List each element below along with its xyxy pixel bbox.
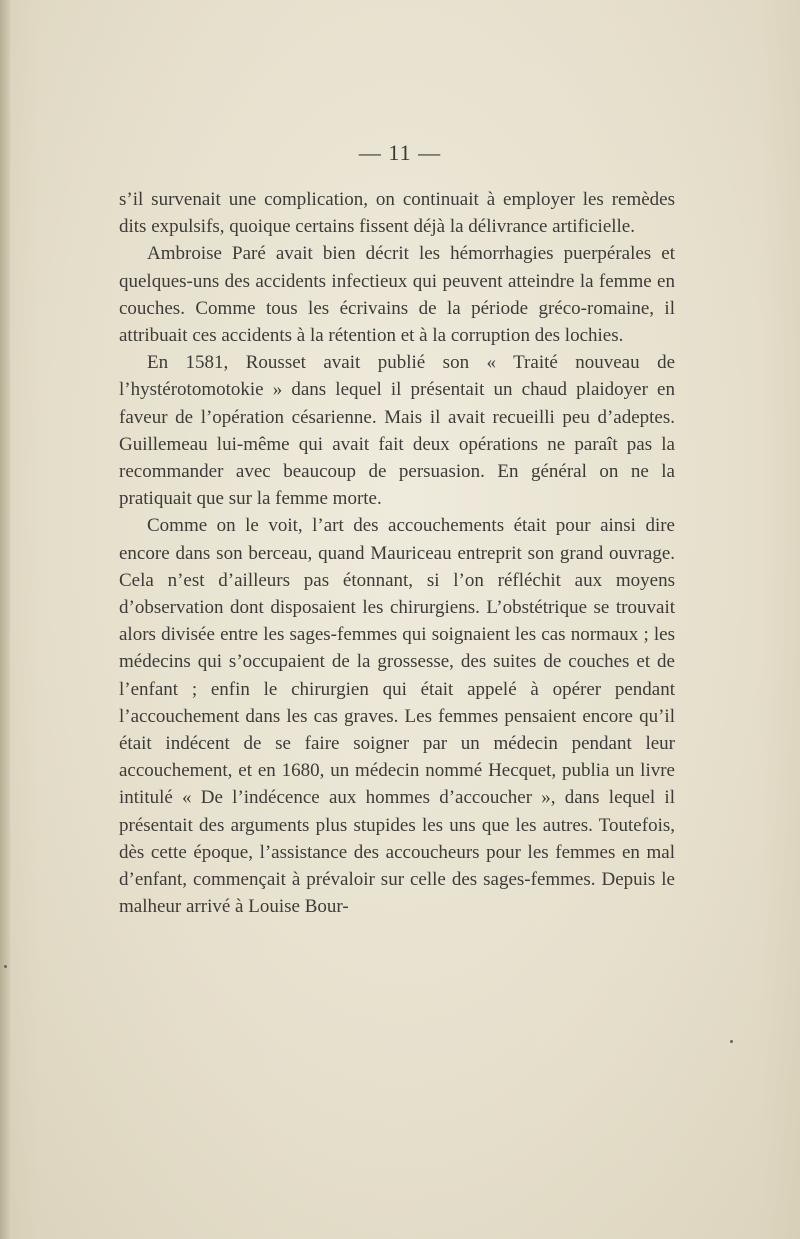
paragraph-4: Comme on le voit, l’art des accouchements était pour ainsi dire encore dans son berceau, quand Mauriceau entreprit son grand ouvrage. Cela n’est d’ailleurs pas étonnant, si l’on réfléchit aux moyens d’observation dont disposaient les chirurgiens. L’obstétrique se trouvait alors divisée entre les sages-femmes qui soignaient les cas normaux ; les médecins qui s’occupaient de la grossesse, des suites de couches et de l’enfant ; enfin le chirurgien qui était appelé à opérer pendant l’accouchement dans les cas graves. Les femmes pensaient encore qu’il était indécent de se faire soigner par un médecin pendant leur accouchement, et en 1680, un médecin nommé Hecquet, publia un livre intitulé « De l’indécence aux hommes d’accoucher », dans lequel il présentait des arguments plus stupides les uns que les autres. Toutefois, dès cette époque, l’assistance des accoucheurs pour les femmes en mal d’enfant, commençait à prévaloir sur celle des sages-femmes. Depuis le malheur arrivé à Louise Bour- — [119, 515, 675, 918]
body-text — [119, 186, 675, 920]
paragraph-1: s’il survenait une complication, on continuait à employer les remèdes dits expulsifs, quoique certains fissent déjà la délivrance artificielle. — [119, 189, 675, 238]
paragraph-3: En 1581, Rousset avait publié son « Traité nouveau de l’hystérotomotokie » dans lequel il présentait un chaud plaidoyer en faveur de l’opération césarienne. Mais il avait recueilli peu d’adeptes. Guillemeau lui-même qui avait fait deux opérations ne paraît pas la recommander avec beaucoup de persuasion. En général on ne la pratiquait que sur la femme morte. — [119, 352, 675, 510]
paragraph-2: Ambroise Paré avait bien décrit les hémorrhagies puerpérales et quelques-uns des accidents infectieux qui peuvent atteindre la femme en couches. Comme tous les écrivains de la période gréco-romaine, il attribuait ces accidents à la rétention et à la corruption des lochies. — [119, 243, 675, 347]
page-binding-edge — [0, 0, 10, 1239]
paper-speck — [730, 1040, 733, 1043]
paper-speck — [4, 965, 7, 968]
page-number: — 11 — — [358, 140, 442, 165]
